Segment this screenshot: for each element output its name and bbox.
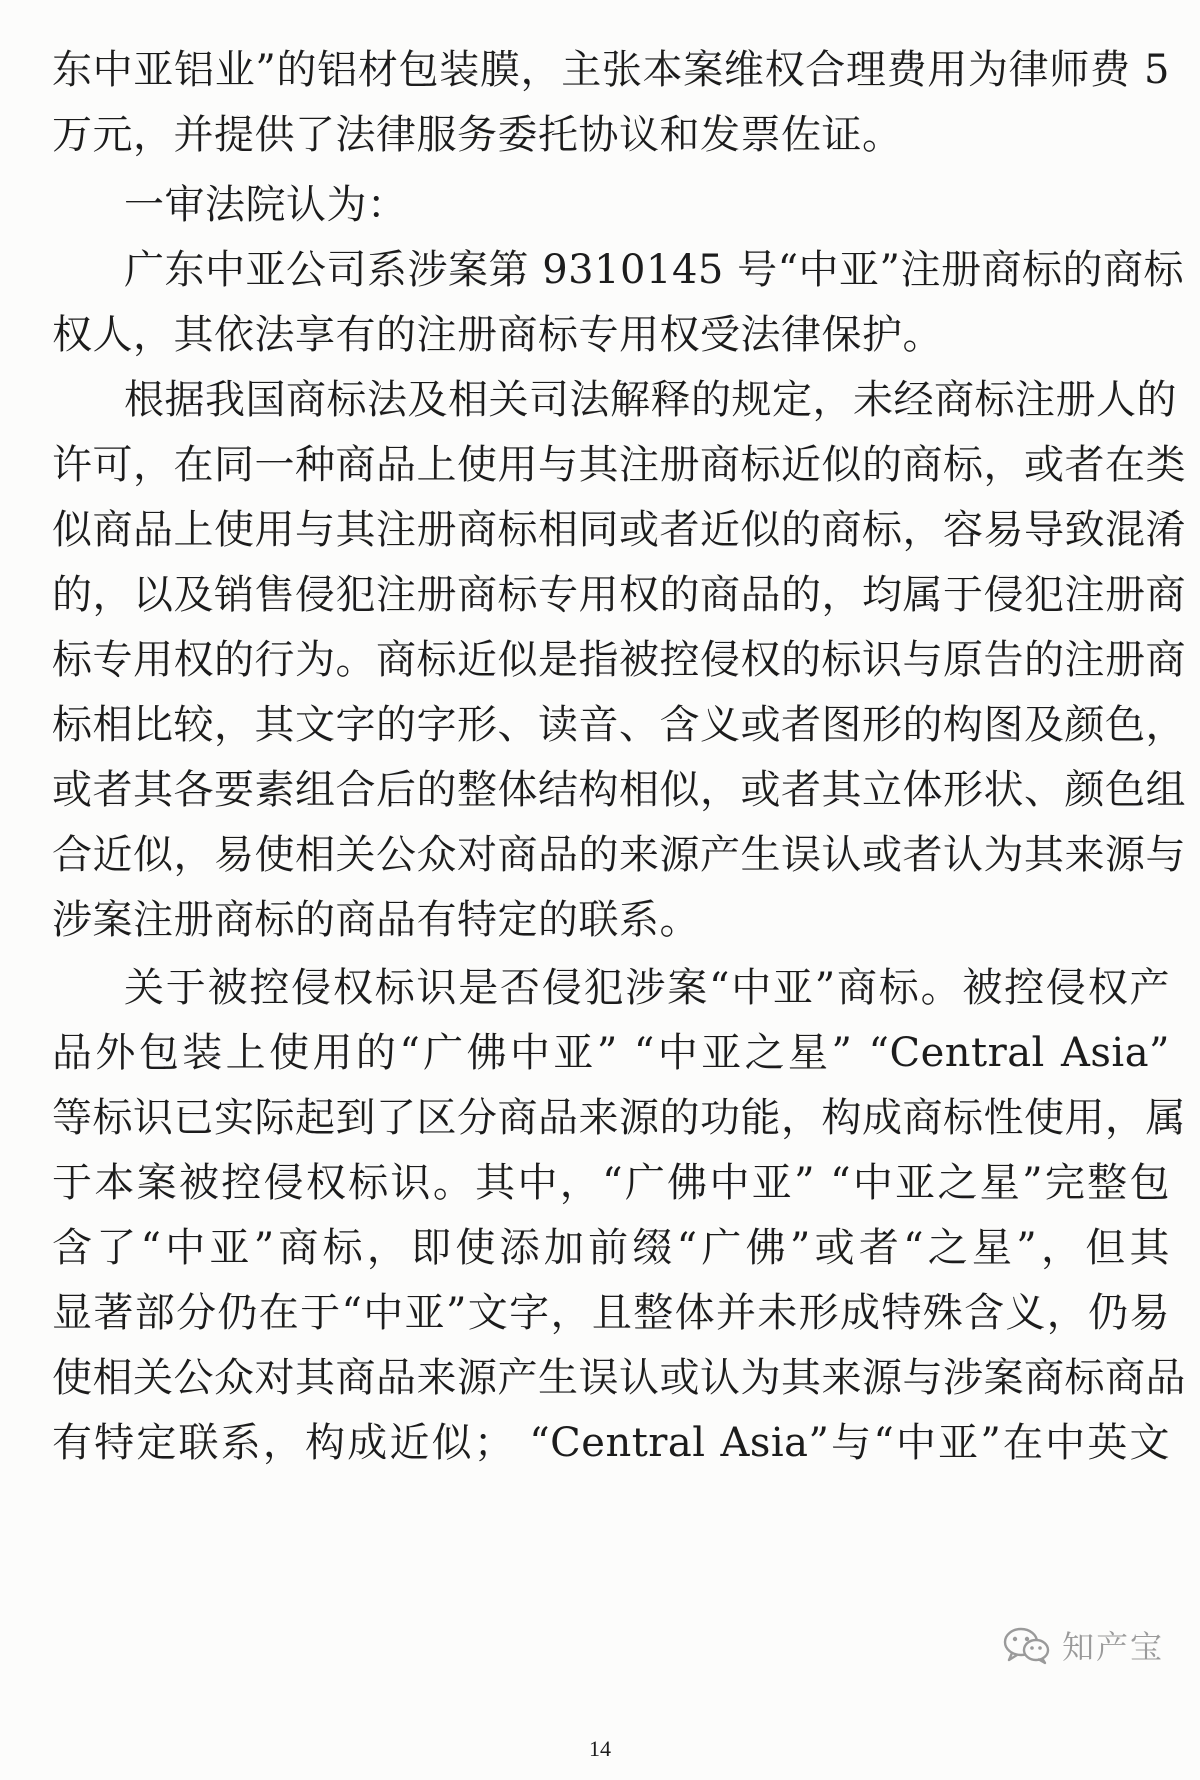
text-line: 显著部分仍在于“中亚”文字，且整体并未形成特殊含义，仍易 [52, 1290, 1170, 1336]
text-line: 东中亚铝业”的铝材包装膜，主张本案维权合理费用为律师费 5 [52, 47, 1170, 93]
source-watermark [1002, 1622, 1164, 1668]
text-line: 标相比较，其文字的字形、读音、含义或者图形的构图及颜色， [52, 702, 1186, 748]
text-line: 使相关公众对其商品来源产生误认或认为其来源与涉案商标商品 [52, 1355, 1186, 1401]
watermark-label: 知产宝 [1061, 1628, 1164, 1666]
text-line: 品外包装上使用的“广佛中亚” “中亚之星” “Central Asia” [52, 1030, 1170, 1076]
text-line: 或者其各要素组合后的整体结构相似，或者其立体形状、颜色组 [52, 767, 1186, 813]
text-line: 含了“中亚”商标，即使添加前缀“广佛”或者“之星”，但其 [52, 1225, 1170, 1271]
text-line: 有特定联系，构成近似； “Central Asia”与“中亚”在中英文 [52, 1420, 1170, 1466]
text-line: 标专用权的行为。商标近似是指被控侵权的标识与原告的注册商 [52, 637, 1186, 683]
text-line: 合近似，易使相关公众对商品的来源产生误认或者认为其来源与 [52, 832, 1186, 878]
wechat-icon [1002, 1625, 1052, 1665]
text-line: 广东中亚公司系涉案第 9310145 号“中亚”注册商标的商标 [124, 247, 1184, 293]
text-line: 等标识已实际起到了区分商品来源的功能，构成商标性使用，属 [52, 1095, 1186, 1141]
text-line: 的，以及销售侵犯注册商标专用权的商品的，均属于侵犯注册商 [52, 572, 1186, 618]
text-line: 权人，其依法享有的注册商标专用权受法律保护。 [52, 312, 943, 358]
text-line: 许可，在同一种商品上使用与其注册商标近似的商标，或者在类 [52, 442, 1186, 488]
text-line: 关于被控侵权标识是否侵犯涉案“中亚”商标。被控侵权产 [124, 965, 1170, 1011]
text-line: 根据我国商标法及相关司法解释的规定，未经商标注册人的 [124, 377, 1177, 423]
page-number: 14 [589, 1736, 611, 1761]
text-line: 万元，并提供了法律服务委托协议和发票佐证。 [52, 112, 903, 158]
text-line: 一审法院认为： [124, 182, 408, 228]
text-line: 于本案被控侵权标识。其中，“广佛中亚” “中亚之星”完整包 [52, 1160, 1170, 1206]
text-line: 涉案注册商标的商品有特定的联系。 [52, 897, 700, 943]
text-line: 似商品上使用与其注册商标相同或者近似的商标，容易导致混淆 [52, 507, 1186, 553]
